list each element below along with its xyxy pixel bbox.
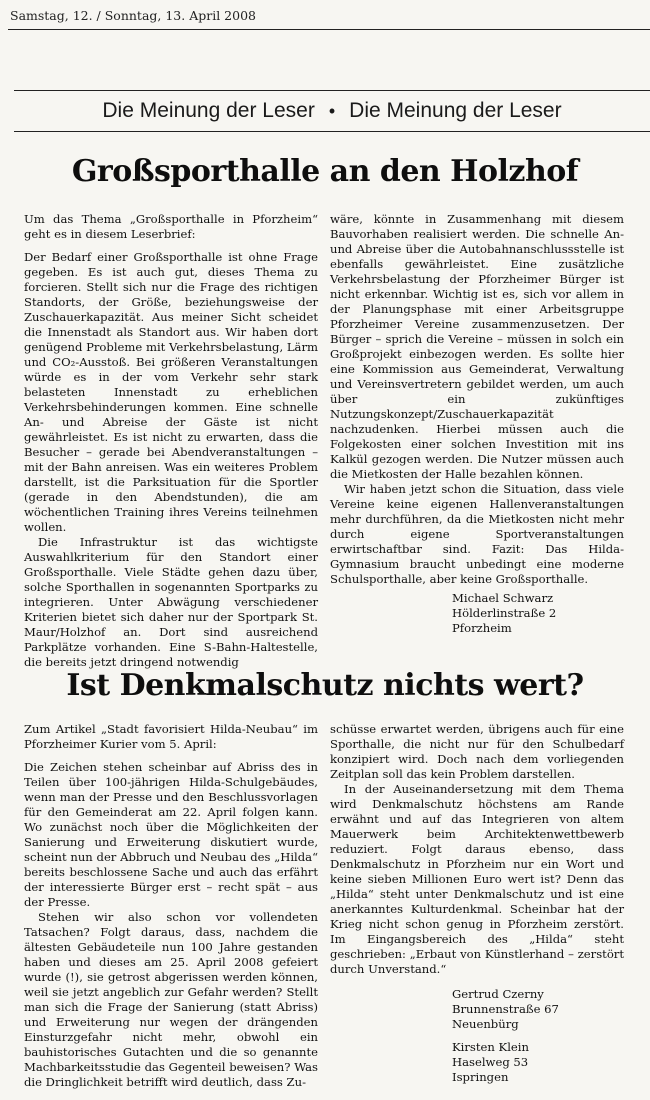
article1-paragraph: Wir haben jetzt schon die Situation, dass viele Vereine keine eigenen Hallenveranstaltungen mehr durchführen, da die Mietkosten nicht mehr durch eigene Sportveranstaltungen erwirtschaftbar sind. Fazit: Das Hilda-Gymnasium braucht unbedingt eine moderne Schulsporthalle, aber keine Großsporthalle. — [330, 482, 624, 586]
dateline: Samstag, 12. / Sonntag, 13. April 2008 — [10, 8, 256, 23]
signature-name: Kirsten Klein — [452, 1040, 529, 1054]
date-rule — [8, 29, 650, 30]
banner-right: Die Meinung der Leser — [349, 99, 562, 122]
article1-column-left — [24, 212, 318, 670]
banner-left: Die Meinung der Leser — [102, 99, 315, 122]
signature-city: Neuenbürg — [452, 1017, 519, 1031]
signature-street: Hölderlinstraße 2 — [452, 606, 557, 620]
article2-paragraph: Stehen wir also schon vor vollendeten Tatsachen? Folgt daraus, dass, nachdem die ältesten Gebäudeteile nun 100 Jahre gestanden haben und dieses am 25. April 2008 gefeiert wurde (!), sie getrost abgerissen werden können, weil sie jetzt angeblich zur Gefahr werden? Stellt man sich die Frage der Sanierung (statt Abriss) und Erweiterung nur wegen der drängenden Einsturzgefahr nicht mehr, obwohl ein bauhistorisches Gutachten und die so genannte Machbarkeitsstudie das Gegenteil beweisen? Was die Dringlichkeit betrifft wird deutlich, dass Zu- — [24, 910, 318, 1089]
article1-column-right — [330, 212, 624, 636]
article1-intro: Um das Thema „Großsporthalle in Pforzheim“ geht es in diesem Leserbrief: — [24, 212, 318, 241]
article2-paragraph: schüsse erwartet werden, übrigens auch für eine Sporthalle, die nicht nur für den Schulbedarf konzipiert wird. Doch nach dem vorliegenden Zeitplan soll das kein Problem darstellen. — [330, 722, 624, 781]
signature-street: Haselweg 53 — [452, 1055, 529, 1069]
article2-signature-2 — [330, 1040, 624, 1085]
article1-headline: Großsporthalle an den Holzhof — [71, 154, 579, 189]
article1-paragraph: Die Infrastruktur ist das wichtigste Auswahlkriterium für den Standort einer Großsporthalle. Viele Städte gehen dazu über, solche Sporthallen in sogenannten Sportparks zu integrieren. Unter Abwägung verschiedener Kriterien bietet sich daher nur der Sportpark St. Maur/Holzhof an. Dort sind ausreichend Parkplätze vorhanden. Eine S-Bahn-Haltestelle, die bereits jetzt dringend notwendig — [24, 535, 318, 669]
article1-signature — [330, 591, 624, 636]
article2-intro: Zum Artikel „Stadt favorisiert Hilda-Neubau“ im Pforzheimer Kurier vom 5. April: — [24, 722, 318, 751]
signature-city: Pforzheim — [452, 621, 512, 635]
signature-street: Brunnenstraße 67 — [452, 1002, 559, 1016]
section-banner — [14, 90, 650, 132]
article2-column-right — [330, 722, 624, 1085]
article2-headline: Ist Denkmalschutz nichts wert? — [66, 668, 584, 703]
signature-name: Gertrud Czerny — [452, 987, 544, 1001]
article2-column-left — [24, 722, 318, 1090]
article1-paragraph: wäre, könnte in Zusammenhang mit diesem Bauvorhaben realisiert werden. Die schnelle An- und Abreise über die Autobahnanschlussstelle ist ebenfalls gewährleistet. Eine zusätzliche Verkehrsbelastung der Pforzheimer Bürger ist nicht erkennbar. Wichtig ist es, sich vor allem in der Planungsphase mit einer Arbeitsgruppe Pforzheimer Vereine zusammenzusetzen. Der Bürger – sprich die Vereine – müssen in solch ein Großprojekt einbezogen werden. Es sollte hier eine Kommission aus Gemeinderat, Verwaltung und Vereinsvertretern gebildet werden, um auch über ein zukünftiges Nutzungskonzept/Zuschauerkapazität nachzudenken. Hierbei müssen auch die Folgekosten einer solchen Investition mit ins Kalkül gezogen werden. Die Nutzer müssen auch die Mietkosten der Halle bezahlen können. — [330, 212, 624, 481]
article1-paragraph: Der Bedarf einer Großsporthalle ist ohne Frage gegeben. Es ist auch gut, dieses Thema zu forcieren. Stellt sich nur die Frage des richtigen Standorts, der Größe, beziehungsweise der Zuschauerkapazität. Aus meiner Sicht scheidet die Innenstadt als Standort aus. Wir haben dort genügend Probleme mit Verkehrsbelastung, Lärm und CO₂-Ausstoß. Bei größeren Veranstaltungen würde es in der vom Verkehr sehr stark belasteten Innenstadt zu erheblichen Verkehrsbehinderungen kommen. Eine schnelle An- und Abreise der Gäste ist nicht gewährleistet. Es ist nicht zu erwarten, dass die Besucher – gerade bei Abendveranstaltungen – mit der Bahn anreisen. Was ein weiteres Problem darstellt, ist die Parksituation für die Sportler (gerade in den Abendstunden), die am wöchentlichen Training ihres Vereins teilnehmen wollen. — [24, 250, 318, 534]
article2-paragraph: Die Zeichen stehen scheinbar auf Abriss des in Teilen über 100-jährigen Hilda-Schulgebäudes, wenn man der Presse und den Beschlussvorlagen für den Gemeinderat am 22. April folgen kann. Wo zunächst noch über die Möglichkeiten der Sanierung und Erweiterung diskutiert wurde, scheint nun der Abbruch und Neubau des „Hilda“ bereits beschlossene Sache und auch das erfährt der interessierte Bürger erst – recht spät – aus der Presse. — [24, 760, 318, 909]
signature-city: Ispringen — [452, 1070, 509, 1084]
article2-signature-1 — [330, 987, 624, 1032]
article2-paragraph: In der Auseinandersetzung mit dem Thema wird Denkmalschutz höchstens am Rande erwähnt und auf das Integrieren von altem Mauerwerk beim Architektenwettbewerb reduziert. Folgt daraus ebenso, dass Denkmalschutz in Pforzheim nur ein Wort und keine sieben Millionen Euro wert ist? Denn das „Hilda“ steht unter Denkmalschutz und ist eine anerkanntes Kulturdenkmal. Scheinbar hat der Krieg nicht schon genug in Pforzheim zerstört. Im Eingangsbereich des „Hilda“ steht geschrieben: „Erbaut von Künstlerhand – zerstört durch Unverstand.“ — [330, 782, 624, 976]
banner-bullet: • — [328, 100, 336, 121]
signature-name: Michael Schwarz — [452, 591, 554, 605]
